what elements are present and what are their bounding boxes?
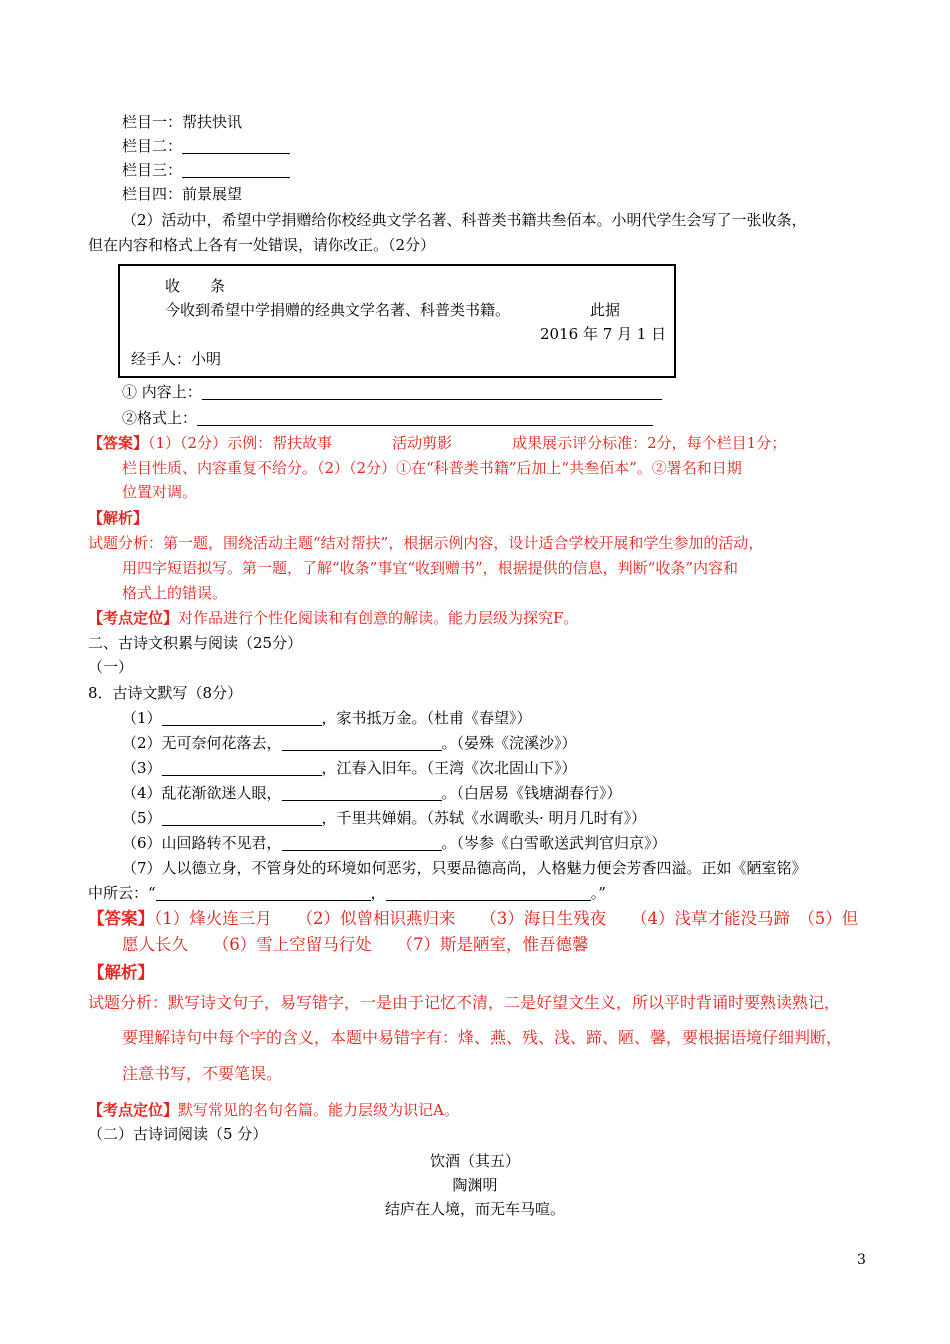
column-2-label: 栏目二：: [122, 137, 183, 155]
dictation-7-pre: 中所云：“: [88, 884, 156, 902]
dictation-2-post: 。（晏殊《浣溪沙》）: [441, 734, 577, 752]
analysis2-line2: 要理解诗句中每个字的含义，本题中易错字有：烽、燕、残、浅、蹄、陋、馨，要根据语境仔细判断，: [122, 1028, 843, 1047]
analysis1-tag: 【解析】: [88, 509, 149, 527]
analysis2-line3: 注意书写，不要笔误。: [122, 1064, 283, 1083]
kaodian1-tag: 【考点定位】: [88, 609, 179, 627]
analysis2-line1: 试题分析：默写诗文句子，易写错字，一是由于记忆不清，二是好望文生义，所以平时背诵时要熟读熟记，: [88, 993, 841, 1012]
dictation-5-pre: （5）: [122, 809, 162, 827]
analysis2-tag: 【解析】: [88, 963, 154, 982]
answer1-tag: 【答案】: [88, 434, 149, 452]
dictation-2: [122, 733, 577, 753]
fix-content-blank[interactable]: [202, 383, 662, 400]
fix-format: [122, 408, 653, 428]
kaodian2-text: 默写常见的名句名篇。能力层级为识记A。: [178, 1101, 459, 1119]
dictation-7-line1: （7）人以德立身，不管身处的环境如何恶劣，只要品德高尚，人格魅力便会芳香四溢。正如《陋室铭》: [122, 859, 807, 877]
column-2: [122, 136, 290, 156]
receipt-handler: 经手人：小明: [131, 350, 222, 368]
dictation-4-blank[interactable]: [282, 784, 442, 801]
analysis1-line1: 试题分析：第一题，围绕活动主题“结对帮扶”，根据示例内容，设计适合学校开展和学生参加的活动，: [88, 534, 764, 552]
dictation-6-blank[interactable]: [282, 834, 442, 851]
answer1-text: （1）（2分）示例：帮扶故事 活动剪影 成果展示评分标准：2分，每个栏目1分；: [148, 434, 787, 452]
kaodian2: [88, 1100, 459, 1120]
q2-line1: （2）活动中，希望中学捐赠给你校经典文学名著、科普类书籍共叁佰本。小明代学生会写了一张收条，: [122, 211, 807, 229]
column-3-label: 栏目三：: [122, 161, 183, 179]
dictation-7-blank-2[interactable]: [386, 884, 591, 901]
column-4: 栏目四：前景展望: [122, 185, 243, 203]
poem-line-1: 结庐在人境，而无车马喧。: [384, 1200, 565, 1218]
dictation-2-pre: （2）无可奈何花落去，: [122, 734, 282, 752]
dictation-3-blank[interactable]: [162, 759, 322, 776]
analysis1-line2: 用四字短语拟写。第一题，了解“收条”事宜“收到赠书”，根据提供的信息，判断“收条”内容和: [122, 559, 739, 577]
dictation-6-post: 。（岑参《白雪歌送武判官归京》）: [441, 834, 667, 852]
dictation-6: [122, 833, 667, 853]
column-3-blank[interactable]: [182, 161, 290, 178]
poem-author: 陶渊明: [452, 1176, 498, 1194]
receipt-date: 2016 年 7 月 1 日: [540, 325, 667, 343]
answer1-line1: [88, 433, 786, 453]
fix-format-label: ②格式上：: [122, 409, 198, 427]
dictation-1-pre: （1）: [122, 709, 162, 727]
analysis1-line3: 格式上的错误。: [122, 584, 228, 602]
dictation-7-post: 。”: [590, 884, 606, 902]
dictation-7-line2: [88, 883, 606, 903]
column-1: 栏目一：帮扶快讯: [122, 113, 243, 131]
column-3: [122, 160, 290, 180]
kaodian2-tag: 【考点定位】: [88, 1101, 179, 1119]
dictation-5-blank[interactable]: [162, 809, 322, 826]
receipt-body: 今收到希望中学捐赠的经典文学名著、科普类书籍。: [165, 301, 511, 319]
dictation-2-blank[interactable]: [282, 734, 442, 751]
answer2-line2: 愿人长久 （6）雪上空留马行处 （7）斯是陋室，惟吾德馨: [122, 935, 589, 954]
section2-sub1: （一）: [88, 658, 134, 676]
dictation-3: [122, 758, 577, 778]
dictation-1-blank[interactable]: [162, 709, 322, 726]
column-2-blank[interactable]: [182, 137, 290, 154]
dictation-1-post: ，家书抵万金。（杜甫《春望》）: [321, 709, 532, 727]
answer2-line1: [88, 909, 858, 929]
dictation-3-post: ，江春入旧年。（王湾《次北固山下》）: [321, 759, 577, 777]
page-number: 3: [857, 1252, 866, 1268]
dictation-7-blank-1[interactable]: [156, 884, 371, 901]
fix-format-blank[interactable]: [197, 409, 653, 426]
answer1-line2: 栏目性质、内容重复不给分。（2）（2分）①在“科普类书籍”后加上“共叁佰本”。②署名和日期: [122, 459, 742, 477]
receipt-ci-ju: 此据: [590, 301, 621, 319]
dictation-3-pre: （3）: [122, 759, 162, 777]
receipt-title: 收 条: [165, 277, 226, 295]
poem-title: 饮酒（其五）: [429, 1152, 520, 1170]
q8-title: 8．古诗文默写（8分）: [88, 684, 243, 702]
answer1-line3: 位置对调。: [122, 483, 198, 501]
dictation-4: [122, 783, 622, 803]
dictation-6-pre: （6）山回路转不见君，: [122, 834, 282, 852]
dictation-4-pre: （4）乱花渐欲迷人眼，: [122, 784, 282, 802]
fix-content-label: ① 内容上：: [122, 383, 202, 401]
answer2-text: （1）烽火连三月 （2）似曾相识燕归来 （3）海日生残夜 （4）浅草才能没马蹄 （5）但: [154, 909, 859, 928]
kaodian1-text: 对作品进行个性化阅读和有创意的解读。能力层级为探究F。: [178, 609, 579, 627]
dictation-5-post: ，千里共婵娟。（苏轼《水调歌头· 明月几时有》）: [321, 809, 647, 827]
section2-title: 二、古诗文积累与阅读（25分）: [88, 634, 303, 652]
dictation-1: [122, 708, 532, 728]
dictation-5: [122, 808, 646, 828]
q2-line2: 但在内容和格式上各有一处错误，请你改正。（2分）: [88, 236, 436, 254]
kaodian1: [88, 608, 578, 628]
poem-section-title: （二）古诗词阅读（5 分）: [88, 1125, 268, 1143]
dictation-7-mid: ，: [370, 884, 386, 902]
answer2-tag: 【答案】: [88, 909, 154, 928]
dictation-4-post: 。（白居易《钱塘湖春行》）: [441, 784, 622, 802]
fix-content: [122, 382, 662, 402]
